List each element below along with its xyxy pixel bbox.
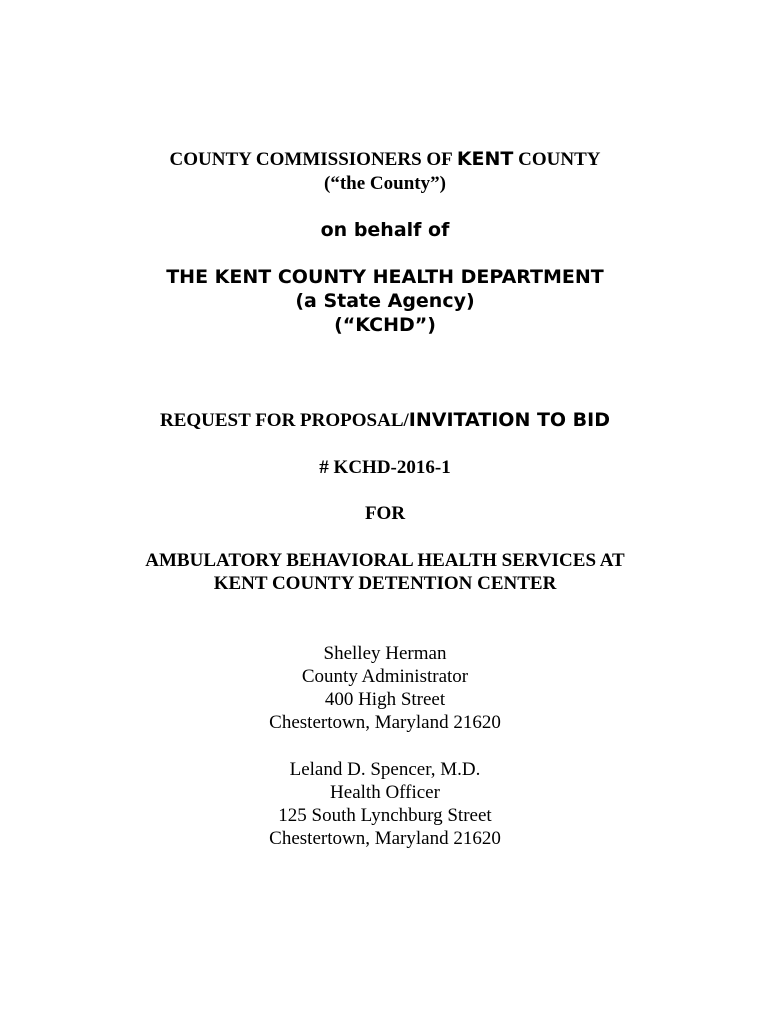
for-label: FOR bbox=[364, 503, 406, 524]
kchd-alias: (“KCHD”) bbox=[334, 314, 436, 336]
bid-number: # KCHD-2016-1 bbox=[319, 457, 451, 478]
contact-name: Leland D. Spencer, M.D. bbox=[289, 759, 481, 780]
services-title-line2: KENT COUNTY DETENTION CENTER bbox=[213, 573, 557, 594]
contact-city: Chestertown, Maryland 21620 bbox=[269, 712, 501, 733]
contact-name: Shelley Herman bbox=[323, 643, 447, 664]
contact-street: 400 High Street bbox=[324, 689, 446, 710]
heading-kent: KENT bbox=[456, 148, 514, 170]
heading-part2: COUNTY bbox=[513, 149, 601, 170]
county-alias: (“the County”) bbox=[324, 173, 446, 194]
rfp-heading bbox=[0, 409, 770, 432]
on-behalf-text: on behalf of bbox=[320, 219, 450, 241]
commissioners-heading bbox=[0, 148, 770, 171]
rfp-part1: REQUEST FOR PROPOSAL/ bbox=[159, 410, 409, 431]
contact-role: County Administrator bbox=[301, 666, 469, 687]
services-title-line1: AMBULATORY BEHAVIORAL HEALTH SERVICES AT bbox=[145, 550, 625, 571]
health-department-name: THE KENT COUNTY HEALTH DEPARTMENT bbox=[166, 266, 604, 288]
rfp-part2: INVITATION TO BID bbox=[408, 409, 611, 431]
contact-role: Health Officer bbox=[330, 782, 440, 803]
contact-city: Chestertown, Maryland 21620 bbox=[269, 828, 501, 849]
heading-part1: COUNTY COMMISSIONERS OF bbox=[169, 149, 457, 170]
state-agency-note: (a State Agency) bbox=[295, 290, 475, 312]
contact-street: 125 South Lynchburg Street bbox=[278, 805, 492, 826]
